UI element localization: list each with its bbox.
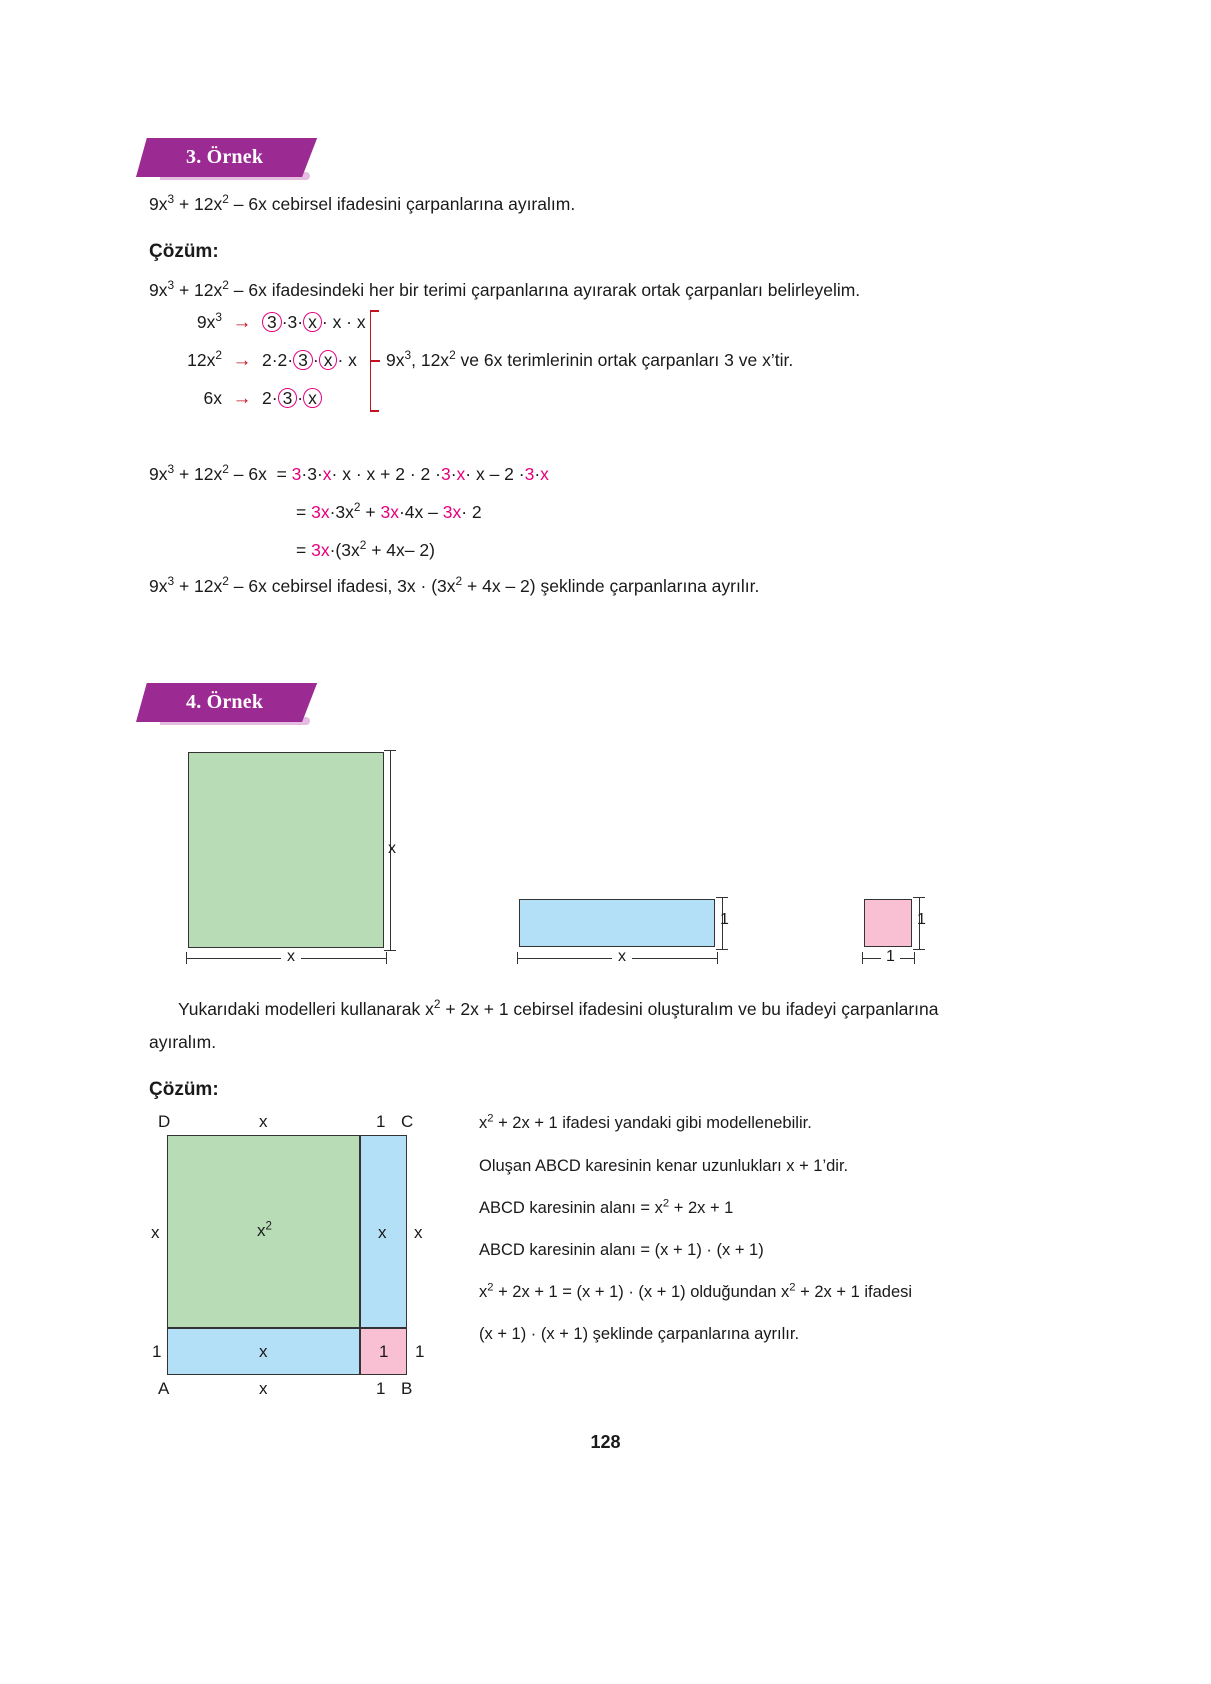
tree-factors-3: 2· 3 · x [262,388,322,408]
rect-height-label: 1 [720,911,729,928]
explanation-line-1: $x^2 + 2x + 1$ ifadesi yandaki gibi modellenebilir. [479,1112,812,1132]
example-4-badge: 4. Örnek [152,683,293,722]
explanation-line-2: Oluşan ABCD karesinin kenar uzunlukları x + 1’dir. [479,1157,849,1175]
circled-x: x [303,312,322,332]
circled-3: 3 [278,388,298,408]
pink-x: x [322,464,332,484]
model-unit-square [864,899,912,947]
pink-3x: 3x [311,540,330,560]
brace-tip-bottom [370,410,379,412]
abcd-left-1-label: 1 [152,1342,162,1361]
factor-tree-note: $9x^3$, $12x^2$ ve 6x terimlerinin ortak çarpanları 3 ve x’tir. [386,348,794,370]
problem-text: $9x^3 + 12x^2 - 6x$ cebirsel ifadesini çarpanlarına ayıralım. [149,192,576,214]
explanation-line-4: ABCD karesinin alanı = (x + 1) · (x + 1) [479,1241,764,1259]
factor-tree-row-1 [170,312,366,334]
rect-height-cap-bottom [716,949,728,950]
example-3-badge: 3. Örnek [152,138,293,177]
tree-factors-2: 2·2· 3 · x · x [262,350,357,370]
abcd-right-1-label: 1 [415,1342,425,1361]
pink-3x: 3x [380,502,399,522]
example-4-prompt-line-1: Yukarıdaki modelleri kullanarak $x^2 + 2x + 1$ cebirsel ifadesini oluşturalım ve bu ifadeyi çarpanlarına [178,997,939,1019]
factor-tree-row-2 [170,350,357,372]
brace-tip-middle [370,360,380,362]
circled-3: 3 [262,312,282,332]
big-square-width-cap-left [186,952,187,964]
factor-tree-row-3 [170,388,322,410]
explanation-line-6: (x + 1) · (x + 1) şeklinde çarpanlarına ayrılır. [479,1325,800,1343]
example-4-badge-wrap [152,683,293,722]
abcd-left-x-label: x [151,1223,160,1242]
pink-x: x [456,464,466,484]
factor-tree [170,312,870,422]
tree-term-3: 6x [203,388,222,408]
model-big-square [188,752,384,948]
abcd-cell-unit-label: 1 [379,1342,389,1361]
example-3-conclusion: $9x^3 + 12x^2 - 6x$ cebirsel ifadesi, $3x \cdot (3x^2 + 4x - 2)$ şeklinde çarpanlarına ayrılır. [149,574,760,596]
abcd-top-x-label: x [259,1112,268,1131]
rect-width-label: x [612,948,632,966]
big-square-width-cap-right [386,952,387,964]
equation-line-2: = $3x\cdot 3x^2 + 3x\cdot 4x - 3x\cdot 2$ [296,500,482,522]
example-3-problem [149,192,575,217]
abcd-right-x-label: x [414,1223,423,1242]
vertex-label-A: A [158,1379,170,1398]
vertex-label-D: D [158,1112,171,1131]
example-3-badge-wrap [152,138,293,177]
unit-width-cap-right [914,952,915,964]
pink-x: x [540,464,549,484]
circled-3: 3 [293,350,313,370]
circled-x: x [303,388,322,408]
big-square-height-label: x [388,840,396,857]
abcd-cell-bottom-x-label: x [259,1342,268,1361]
big-square-height-cap-bottom [384,950,396,951]
page-number: 128 [590,1432,621,1452]
explanation-line-3: ABCD karesinin alanı = $x^2 + 2x + 1$ [479,1197,734,1217]
pink-3: 3 [524,464,535,484]
unit-width-label: 1 [881,948,900,966]
arrow-icon: → [232,312,252,333]
explanation-line-5: $x^2 + 2x + 1 = (x + 1) \cdot (x + 1)$ olduğundan $x^2 + 2x + 1$ ifadesi [479,1281,913,1301]
arrow-icon: → [232,388,252,409]
abcd-cell-right-x-label: x [378,1223,387,1242]
example-4-prompt-line-2: ayıralım. [149,1032,217,1052]
abcd-bottom-x-label: x [259,1379,268,1398]
unit-height-cap-bottom [913,949,925,950]
tree-term-1: $9x^3$ [196,310,222,332]
vertex-label-B: B [401,1379,413,1398]
pink-3x: 3x [311,502,330,522]
rect-width-cap-left [517,952,518,964]
pink-3: 3 [291,464,302,484]
unit-width-cap-left [862,952,863,964]
abcd-cell-x2-label: $x^2$ [257,1220,272,1240]
tree-term-2: $12x^2$ [187,348,222,370]
circled-x: x [319,350,338,370]
example-4-solution-label: Çözüm: [149,1079,219,1100]
pink-3: 3 [440,464,451,484]
example-3-intro: $9x^3 + 12x^2 - 6x$ ifadesindeki her bir terimi çarpanlarına ayırarak ortak çarpanları belirleyelim. [149,278,861,300]
big-square-width-label: x [281,948,301,966]
abcd-top-1-label: 1 [376,1112,386,1131]
brace-tip-top [370,310,379,312]
example-3-solution-label: Çözüm: [149,241,219,262]
unit-height-label: 1 [917,911,926,928]
rect-height-cap-top [716,897,728,898]
abcd-bottom-1-label: 1 [376,1379,386,1398]
tree-factors-1: 3 ·3· x · x · x [262,312,366,332]
model-rect [519,899,715,947]
arrow-icon: → [232,350,252,371]
vertex-label-C: C [401,1112,414,1131]
equation-line-1: $9x^3 + 12x^2 - 6x = 3\cdot 3\cdot x\cdot x \cdot x + 2 \cdot 2 \cdot 3\cdot x\cdot x - 2 \cdot 3\cdot x$ [149,462,549,484]
big-square-height-cap-top [384,750,396,751]
unit-height-cap-top [913,897,925,898]
rect-width-cap-right [717,952,718,964]
equation-line-3: = $3x\cdot(3x^2 + 4x-$ 2) [296,538,435,560]
pink-3x: 3x [442,502,462,522]
equation-lhs: $9x^3 + 12x^2 - 6x$ [149,462,267,484]
